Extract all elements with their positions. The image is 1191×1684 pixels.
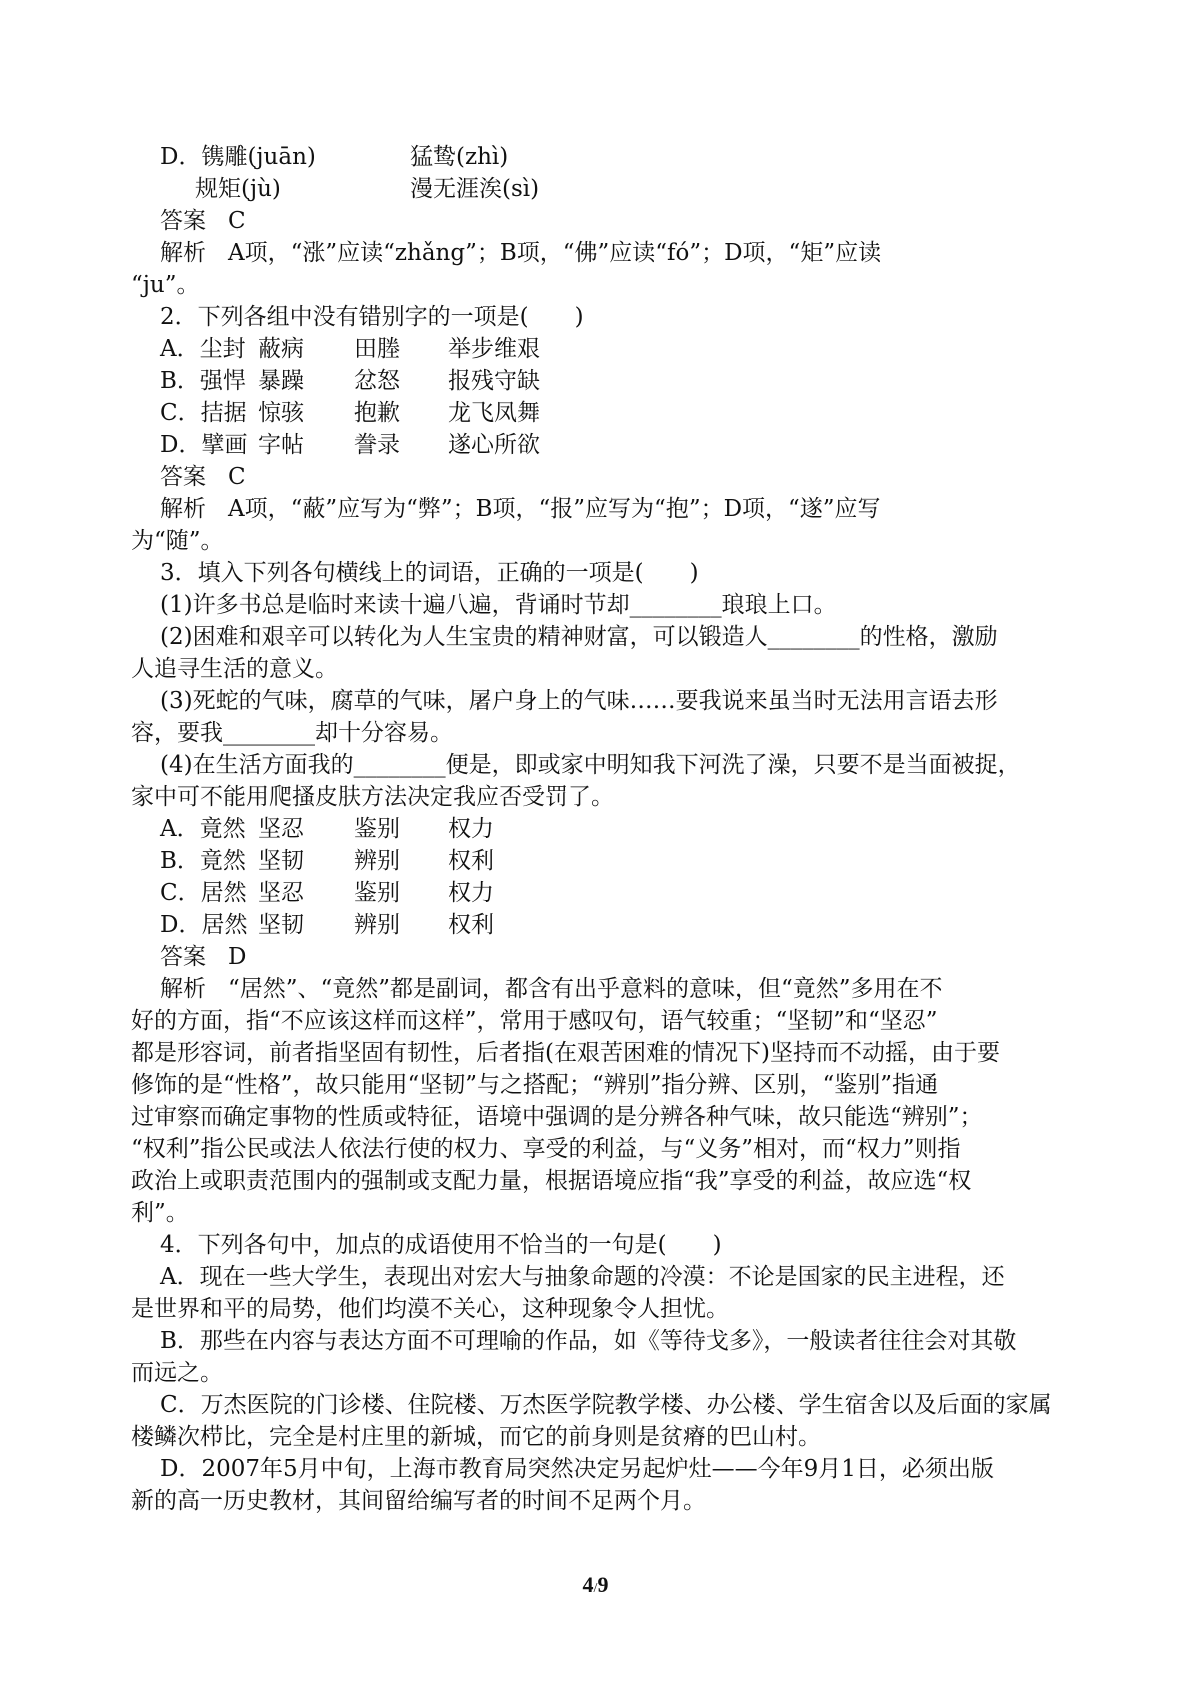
q3-option-a [131,813,1061,845]
text: 鉴别 [354,880,400,906]
q3-sentence-3-line1: (3)死蛇的气味，腐草的气味，屠户身上的气味……要我说来虽当时无法用言语去形 [160,688,998,714]
answer-value: C [228,464,246,490]
text: A．尘封 [160,336,246,362]
q4-option-b-line1: B．那些在内容与表达方面不可理喻的作品，如《等待戈多》，一般读者往往会对其敬 [160,1328,1017,1354]
q3-sentence-4-line2: 家中可不能用爬搔皮肤方法决定我应否受罚了。 [131,784,614,810]
q2-explanation-line1 [131,493,1061,525]
explanation-label: 解析 [160,240,206,266]
text: 权力 [448,816,494,842]
q4-option-a-line2: 是世界和平的局势，他们均漠不关心，这种现象令人担忧。 [131,1296,729,1322]
page-number [0,1572,1191,1598]
q3-sentence-4-line1: (4)在生活方面我的________便是，即或家中明知我下河洗了澡，只要不是当面被捉， [160,752,1021,778]
text: B．竟然 [160,848,246,874]
q2-option-b [131,365,1061,397]
text: D．擘画 [160,432,248,458]
text: 惊骇 [258,400,304,426]
total-pages: 9 [597,1572,609,1597]
q3-explanation-line6: “权利”指公民或法人依法行使的权力、享受的利益，与“义务”相对，而“权力”则指 [131,1136,961,1162]
q3-sentence-2-line2: 人追寻生活的意义。 [131,656,338,682]
text: 辨别 [354,912,400,938]
text: A．竟然 [160,816,246,842]
q1-option-d-line2 [131,173,1061,205]
q2-option-a [131,333,1061,365]
text: 遂心所欲 [448,432,540,458]
text: D．居然 [160,912,248,938]
q3-sentence-2-line1: (2)困难和艰辛可以转化为人生宝贵的精神财富，可以锻造人________的性格，激励 [160,624,998,650]
text: 辨别 [354,848,400,874]
text: A项，“蔽”应写为“弊”；B项，“报”应写为“抱”；D项，“遂”应写 [228,496,881,522]
text: C．拮据 [160,400,247,426]
q3-option-d [131,909,1061,941]
q2-option-d [131,429,1061,461]
text: 漫无涯涘(sì) [410,176,540,202]
q3-explanation-line3: 都是形容词，前者指坚固有韧性，后者指(在艰苦困难的情况下)坚持而不动摇，由于要 [131,1040,1000,1066]
text: 忿怒 [354,368,400,394]
q1-explanation-line2: “ju”。 [131,272,200,298]
text: 蔽病 [258,336,304,362]
text: 权利 [448,912,494,938]
text: 坚忍 [258,816,304,842]
q3-option-c [131,877,1061,909]
text: B．强悍 [160,368,246,394]
q3-explanation-line7: 政治上或职责范围内的强制或支配力量，根据语境应指“我”享受的利益，故应选“权 [131,1168,972,1194]
text: 龙飞凤舞 [448,400,540,426]
q4-option-a-line1: A．现在一些大学生，表现出对宏大与抽象命题的冷漠：不论是国家的民主进程，还 [160,1264,1005,1290]
text: 抱歉 [354,400,400,426]
text: 鉴别 [354,816,400,842]
q3-explanation-line8: 利”。 [131,1200,189,1226]
q3-sentence-1: (1)许多书总是临时来读十遍八遍，背诵时节却________琅琅上口。 [160,592,837,618]
explanation-label: 解析 [160,976,206,1002]
q2-option-c [131,397,1061,429]
text: 暴躁 [258,368,304,394]
document-body [131,141,1061,1517]
page-separator: / [593,1581,598,1596]
q3-explanation-line2: 好的方面，指“不应该这样而这样”，常用于感叹句，语气较重；“坚韧”和“坚忍” [131,1008,938,1034]
answer-label: 答案 [160,944,206,970]
text: 坚忍 [258,880,304,906]
q3-option-b [131,845,1061,877]
q3-sentence-3-line2: 容，要我________却十分容易。 [131,720,453,746]
q2-stem: 2．下列各组中没有错别字的一项是( ) [160,304,584,330]
q4-option-d-line2: 新的高一历史教材，其间留给编写者的时间不足两个月。 [131,1488,706,1514]
q4-option-c-line2: 楼鳞次栉比，完全是村庄里的新城，而它的前身则是贫瘠的巴山村。 [131,1424,821,1450]
q3-explanation-line4: 修饰的是“性格”，故只能用“坚韧”与之搭配；“辨别”指分辨、区别，“鉴别”指通 [131,1072,939,1098]
q3-answer [131,941,1061,973]
text: 坚韧 [258,848,304,874]
text: 坚韧 [258,912,304,938]
answer-label: 答案 [160,208,206,234]
text: “居然”、“竟然”都是副词，都含有出乎意料的意味，但“竟然”多用在不 [228,976,943,1002]
q2-answer [131,461,1061,493]
q4-option-c-line1: C．万杰医院的门诊楼、住院楼、万杰医学院教学楼、办公楼、学生宿舍以及后面的家属 [160,1392,1052,1418]
text: A项，“涨”应读“zhǎng”；B项，“佛”应读“fó”；D项，“矩”应读 [228,240,882,266]
text: 权力 [448,880,494,906]
q4-option-b-line2: 而远之。 [131,1360,223,1386]
current-page: 4 [582,1572,594,1597]
q1-answer [131,205,1061,237]
answer-label: 答案 [160,464,206,490]
explanation-label: 解析 [160,496,206,522]
q2-explanation-line2: 为“随”。 [131,528,224,554]
q3-explanation-line1 [131,973,1061,1005]
q4-option-d-line1: D．2007年5月中旬，上海市教育局突然决定另起炉灶——今年9月1日，必须出版 [160,1456,994,1482]
text: 字帖 [258,432,304,458]
text: C．居然 [160,880,247,906]
q1-option-d-line1 [131,141,1061,173]
text: 誊录 [354,432,400,458]
text: 举步维艰 [448,336,540,362]
text: 权利 [448,848,494,874]
q4-stem: 4．下列各句中，加点的成语使用不恰当的一句是( ) [160,1232,722,1258]
text: 报残守缺 [448,368,540,394]
text: 规矩(jù) [195,176,281,202]
text: 田塍 [354,336,400,362]
q1-explanation-line1 [131,237,1061,269]
q3-explanation-line5: 过审察而确定事物的性质或特征，语境中强调的是分辨各种气味，故只能选“辨别”； [131,1104,983,1130]
text: D．镌雕(juān) [160,144,316,170]
q3-stem: 3．填入下列各句横线上的词语，正确的一项是( ) [160,560,699,586]
answer-value: C [228,208,246,234]
text: 猛鸷(zhì) [410,144,509,170]
answer-value: D [228,944,247,970]
